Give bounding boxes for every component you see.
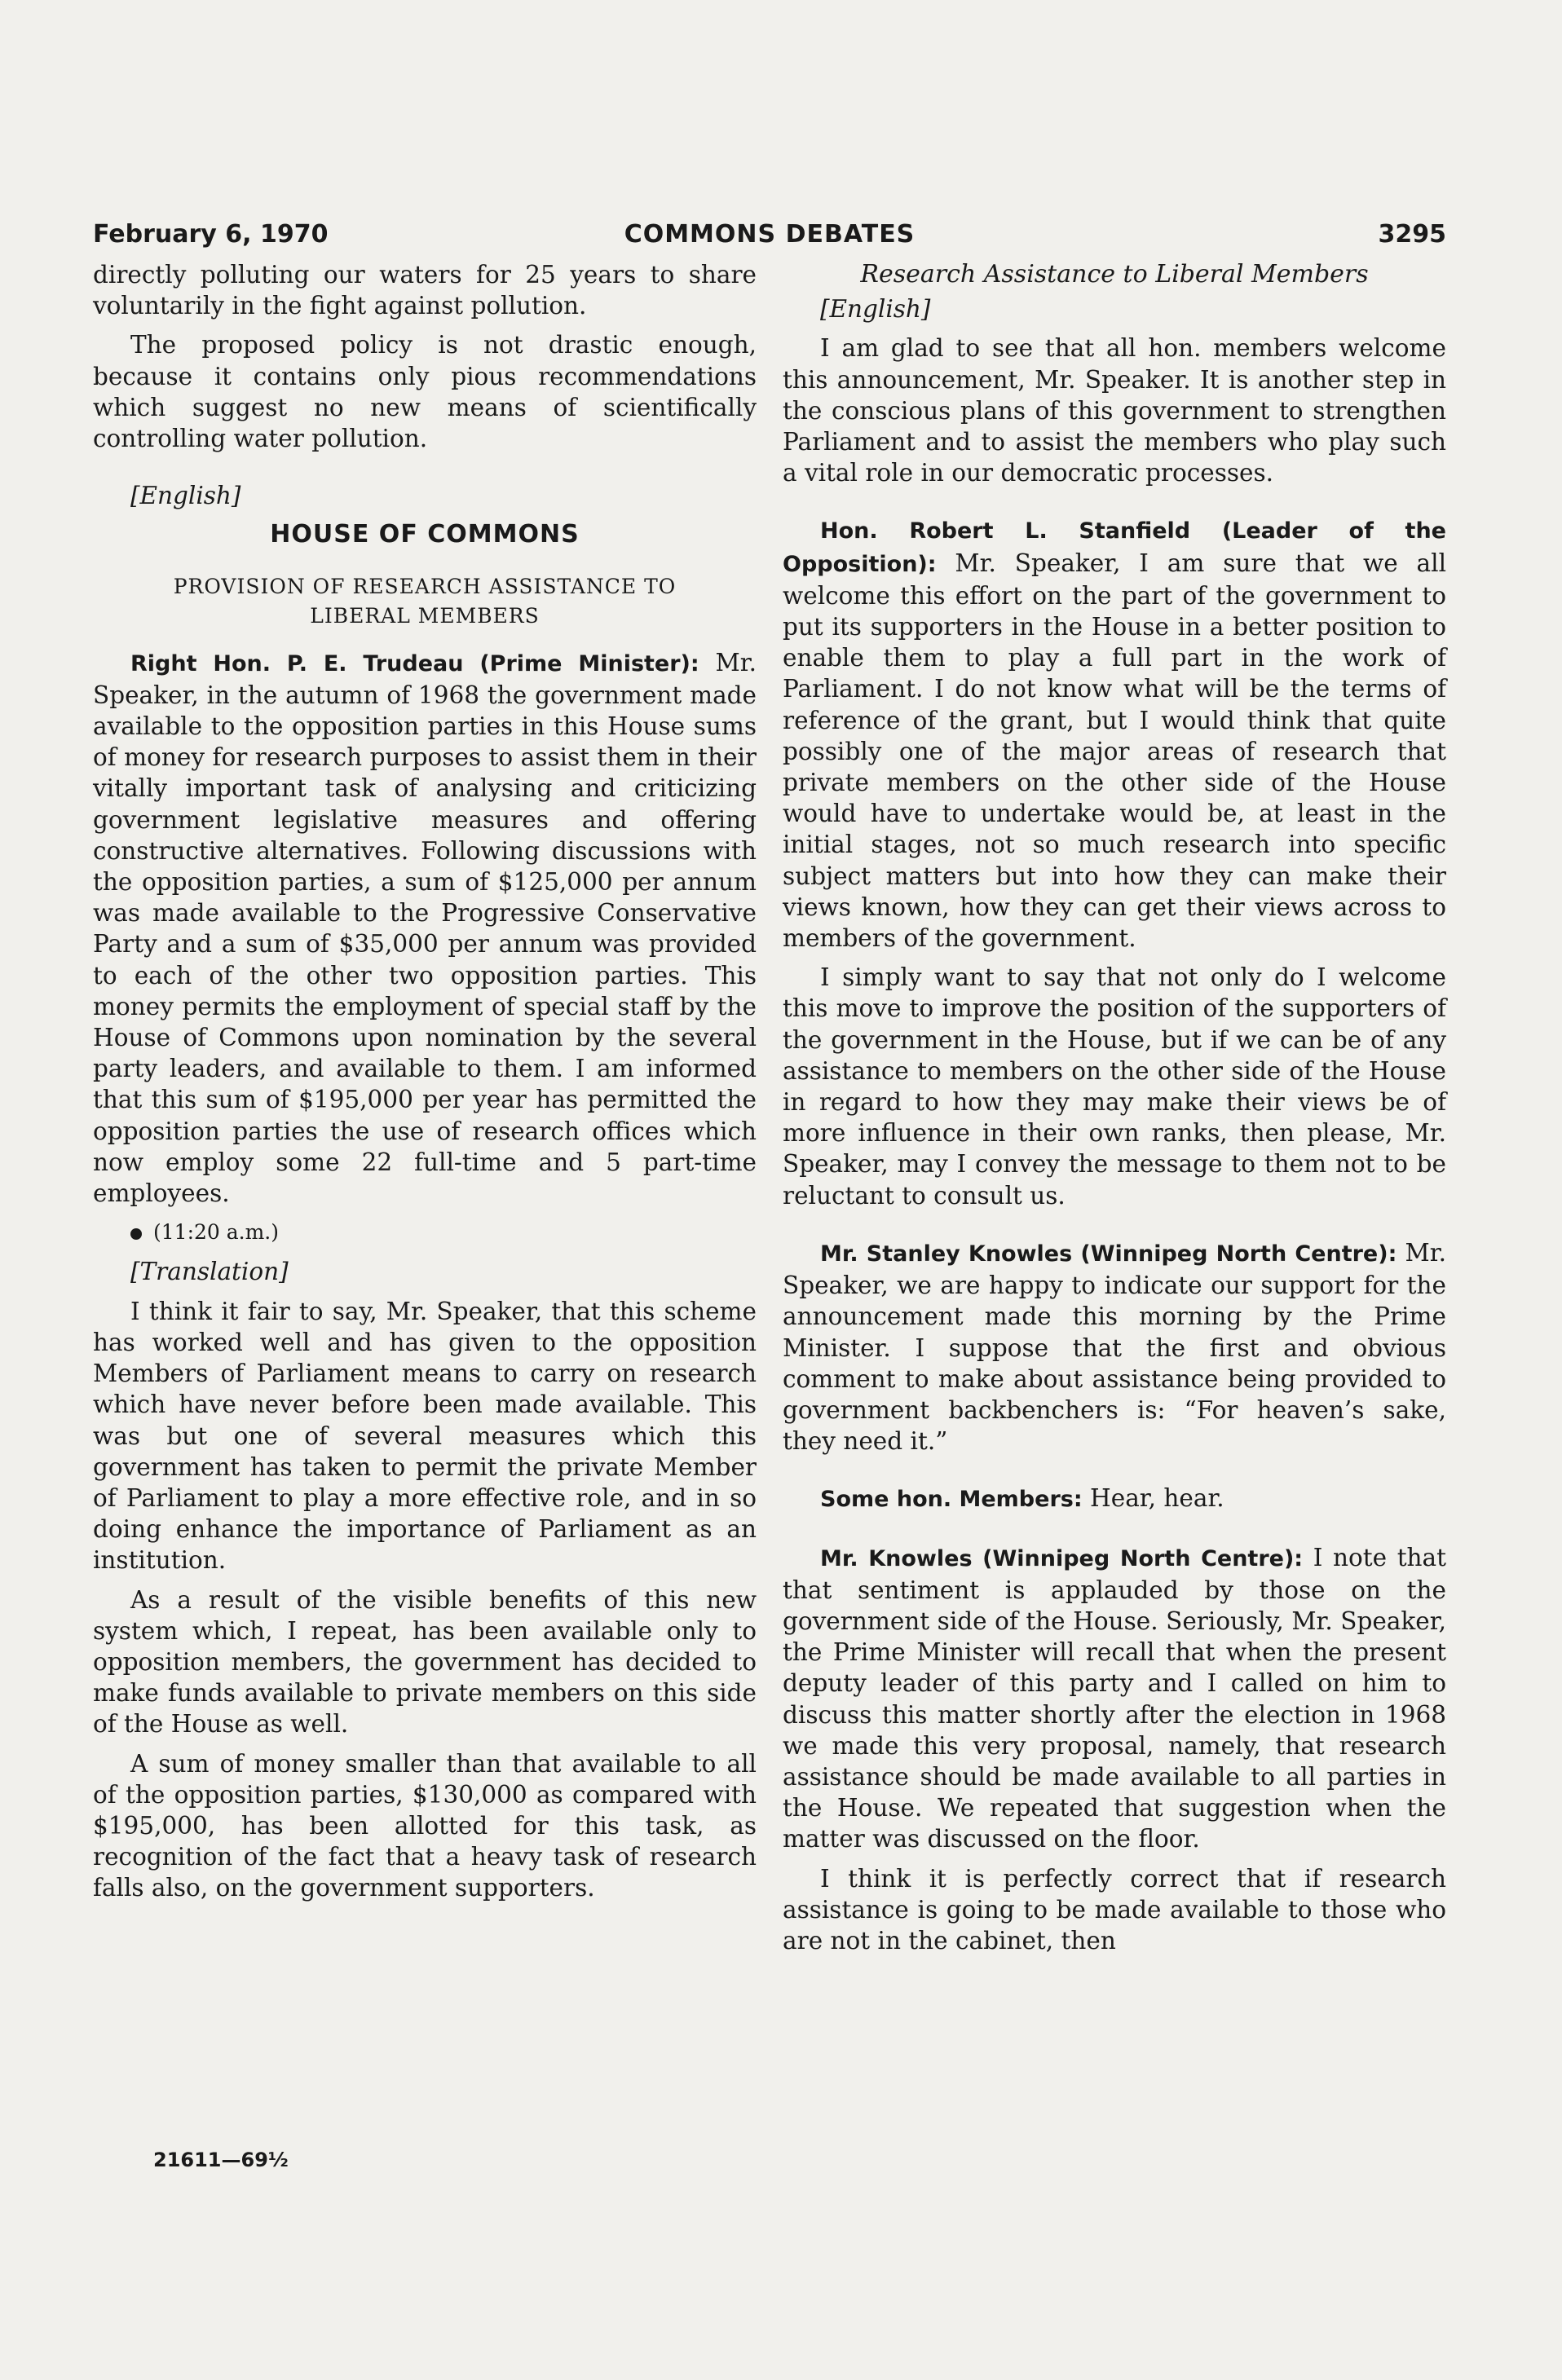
speaker-name: Some hon. Members: (820, 1487, 1083, 1513)
subsection-title-line2: LIBERAL MEMBERS (310, 603, 540, 628)
paragraph: I simply want to say that not only do I welcome this move to improve the position of the supporters of the government in the House, but if we can be of any assistance to members on the other side of the House in regard to how they may make their views be of more influence in their own ranks, then please, Mr. Speaker, may I convey the message to them not to be reluctant to consult us. (783, 963, 1446, 1210)
speech-stanfield (783, 514, 1446, 954)
paragraph: I am glad to see that all hon. members welcome this announcement, Mr. Speaker. It is another step in the conscious plans of this government to strengthen Parliament and to assist the members who play such a vital role in our democratic processes. (783, 334, 1446, 487)
paragraph: directly polluting our waters for 25 years to share voluntarily in the fight against pollution. (93, 261, 757, 320)
section-title: HOUSE OF COMMONS (270, 520, 580, 549)
paragraph: I think it is perfectly correct that if research assistance is going to be made available to those who are not in the cabinet, then (783, 1864, 1446, 1955)
language-tag: [English] (820, 295, 931, 324)
header-title: COMMONS DEBATES (624, 220, 916, 249)
paragraph: The proposed policy is not drastic enough, because it contains only pious recommendations which suggest no new means of scientifically controlling water pollution. (93, 331, 757, 453)
left-column (93, 259, 757, 1912)
bullet-icon (130, 1228, 142, 1240)
paragraph: A sum of money smaller than that available to all of the opposition parties, $130,000 as compared with $195,000, has been allotted for this task, as recognition of the fact that a heavy task of research falls also, on the government supporters. (93, 1749, 757, 1902)
header-date: February 6, 1970 (93, 220, 329, 249)
paragraph: As a result of the visible benefits of this new system which, I repeat, has been available only to opposition members, the government has decided to make funds available to private members on this side of the House as well. (93, 1585, 757, 1739)
speaker-name: Right Hon. P. E. Trudeau (Prime Minister): (130, 650, 699, 677)
spacer (93, 462, 757, 480)
right-column (783, 259, 1446, 1964)
speech-knowles-1 (783, 1237, 1446, 1457)
language-tag: [Translation] (130, 1258, 289, 1286)
speaker-name: Mr. Stanley Knowles (Winnipeg North Centre): (820, 1241, 1397, 1267)
paragraph: I think it fair to say, Mr. Speaker, that this scheme has worked well and has given to the opposition Members of Parliament means to carry on research which have never before been made available. This was but one of several measures which this government has taken to permit the private Member of Parliament to play a more effective role, and in so doing enhance the importance of Parliament as an institution. (93, 1297, 757, 1575)
speech-knowles-2 (783, 1542, 1446, 1855)
speaker-name: Hon. Robert L. Stanfield (Leader of the Opposition): (783, 518, 1446, 577)
speech-text: Mr. Speaker, in the autumn of 1968 the government made available to the opposition parties in this House sums of money for research purposes to assist them in their vitally important task of analysing and criticizing government legislative measures and offering constructive alternatives. Following discussions with the opposition parties, a sum of $125,000 per annum was made available to the Progressive Conservative Party and a sum of $35,000 per annum was provided to each of the other two opposition parties. This money permits the employment of special staff by the House of Commons upon nomination by the several party leaders, and available to them. I am informed that this sum of $195,000 per year has permitted the opposition parties the use of research offices which now employ some 22 full-time and 5 part-time employees. (93, 648, 757, 1208)
running-head: Research Assistance to Liberal Members (860, 260, 1369, 289)
spacer (783, 496, 1446, 514)
speech-text: Mr. Speaker, I am sure that we all welcome this effort on the part of the government to put its supporters in the House in a better position to enable them to play a full part in the work of Parliament. I do not know what will be the terms of reference of the grant, but I would think that quite possibly one of the major areas of research that private members on the other side of the House would have to undertake would be, at least in the initial stages, not so much research into specific subject matters but into how they can make their views known, how they can get their views across to members of the government. (783, 549, 1446, 953)
timestamp (93, 1217, 757, 1248)
subsection-title (93, 572, 757, 631)
speaker-name: Mr. Knowles (Winnipeg North Centre): (820, 1545, 1304, 1571)
header-page-number: 3295 (1378, 220, 1446, 249)
speech-text: Hear, hear. (1082, 1484, 1224, 1513)
spacer (783, 1524, 1446, 1542)
speech-members (783, 1483, 1446, 1515)
timestamp-text: (11:20 a.m.) (153, 1220, 280, 1245)
speech-text: I note that that sentiment is applauded by those on the government side of the House. Seriously, Mr. Speaker, the Prime Minister will recall that when the present deputy leader of this party and I called on him to discuss this matter shortly after the election in 1968 we made this very proposal, namely, that research assistance should be made available to all parties in the House. We repeated that suggestion when the matter was discussed on the floor. (783, 1543, 1446, 1853)
spacer (783, 1465, 1446, 1483)
speech-trudeau (93, 647, 757, 1210)
spacer (783, 1219, 1446, 1237)
footer-code: 21611—69½ (153, 2149, 289, 2171)
page-header (93, 220, 1446, 256)
speech-text: Mr. Speaker, we are happy to indicate our support for the announcement made this morning by the Prime Minister. I suppose that the first and obvious comment to make about assistance being provided to government backbenchers is: “For heaven’s sake, they need it.” (783, 1238, 1446, 1456)
subsection-title-line1: PROVISION OF RESEARCH ASSISTANCE TO (173, 574, 677, 598)
language-tag: [English] (130, 482, 241, 510)
